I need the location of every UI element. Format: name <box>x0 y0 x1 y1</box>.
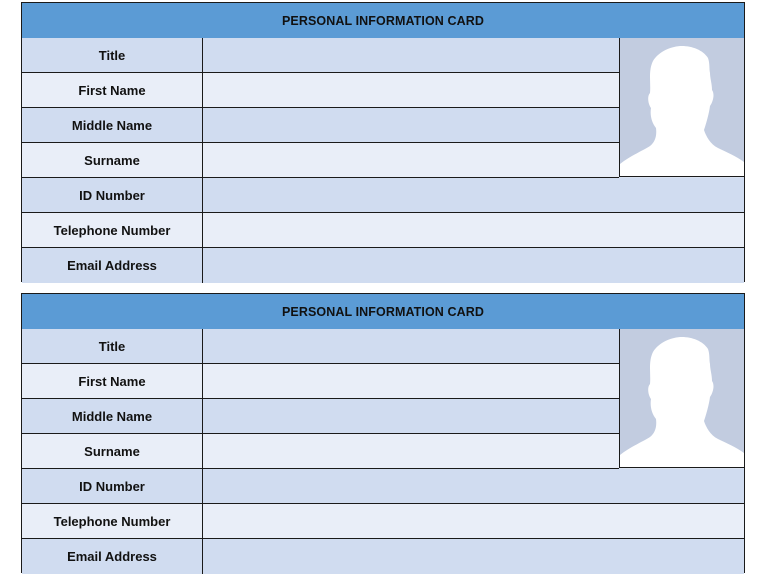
row-middle-name <box>22 108 619 143</box>
row-title <box>22 329 619 364</box>
photo-placeholder[interactable] <box>619 38 744 177</box>
email-field[interactable] <box>203 539 744 574</box>
id-number-field[interactable] <box>203 469 744 503</box>
middle-name-field[interactable] <box>203 108 619 142</box>
middle-name-field[interactable] <box>203 399 619 433</box>
field-label-middle-name: Middle Name <box>22 108 203 142</box>
title-field[interactable] <box>203 38 619 72</box>
surname-field[interactable] <box>203 143 619 177</box>
row-middle-name <box>22 399 619 434</box>
field-label-email: Email Address <box>22 248 203 283</box>
personal-info-card-1 <box>21 2 745 282</box>
row-first-name <box>22 364 619 399</box>
email-field[interactable] <box>203 248 744 283</box>
card-title: PERSONAL INFORMATION CARD <box>22 3 744 39</box>
row-title <box>22 38 619 73</box>
first-name-field[interactable] <box>203 364 619 398</box>
field-label-id-number: ID Number <box>22 469 203 503</box>
field-label-middle-name: Middle Name <box>22 399 203 433</box>
row-first-name <box>22 73 619 108</box>
field-label-title: Title <box>22 329 203 363</box>
field-label-first-name: First Name <box>22 364 203 398</box>
row-telephone <box>22 504 744 539</box>
person-silhouette-icon <box>620 38 744 176</box>
field-label-surname: Surname <box>22 143 203 177</box>
field-label-telephone: Telephone Number <box>22 213 203 247</box>
field-label-first-name: First Name <box>22 73 203 107</box>
row-telephone <box>22 213 744 248</box>
row-surname <box>22 434 619 469</box>
telephone-field[interactable] <box>203 213 744 247</box>
card-title: PERSONAL INFORMATION CARD <box>22 294 744 330</box>
photo-placeholder[interactable] <box>619 329 744 468</box>
row-email <box>22 539 744 574</box>
personal-info-card-2 <box>21 293 745 573</box>
telephone-field[interactable] <box>203 504 744 538</box>
title-field[interactable] <box>203 329 619 363</box>
row-surname <box>22 143 619 178</box>
field-label-telephone: Telephone Number <box>22 504 203 538</box>
person-silhouette-icon <box>620 329 744 467</box>
field-label-title: Title <box>22 38 203 72</box>
field-label-id-number: ID Number <box>22 178 203 212</box>
first-name-field[interactable] <box>203 73 619 107</box>
row-email <box>22 248 744 283</box>
id-number-field[interactable] <box>203 178 744 212</box>
field-label-email: Email Address <box>22 539 203 574</box>
field-label-surname: Surname <box>22 434 203 468</box>
row-id-number <box>22 469 744 504</box>
surname-field[interactable] <box>203 434 619 468</box>
row-id-number <box>22 178 744 213</box>
